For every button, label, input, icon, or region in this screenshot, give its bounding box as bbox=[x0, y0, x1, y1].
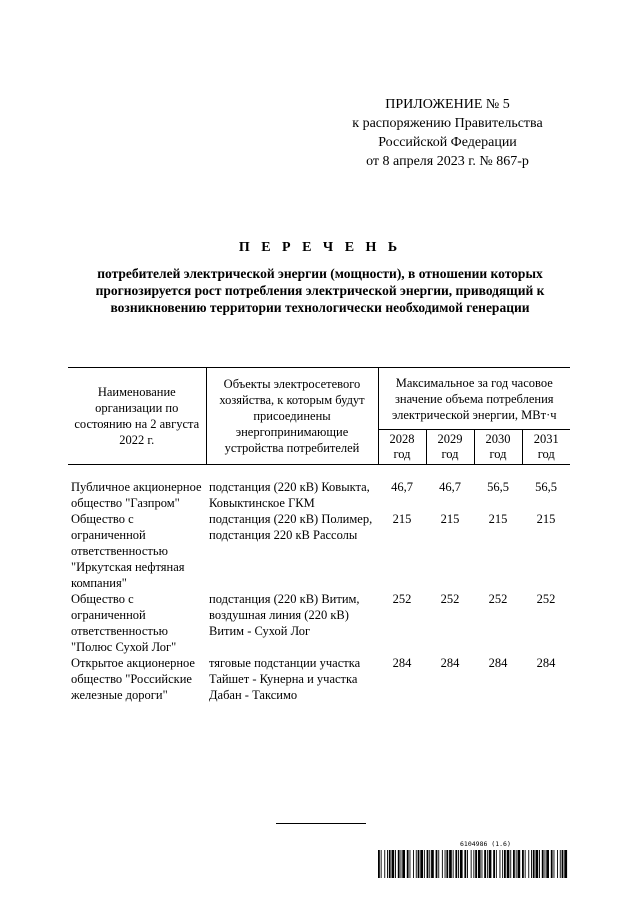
value-cell: 215 bbox=[536, 512, 556, 526]
grid-object-cell: подстанция (220 кВ) Полимер, подстанция 220 кВ Рассолы bbox=[209, 512, 373, 542]
barcode-bar bbox=[389, 850, 391, 878]
barcode-bar bbox=[516, 850, 517, 878]
barcode-bar bbox=[493, 850, 495, 878]
document-code: 6104986 (1.6) bbox=[460, 840, 511, 848]
barcode-bar bbox=[378, 850, 380, 878]
barcode-bar bbox=[458, 850, 459, 878]
barcode-bar bbox=[502, 850, 503, 878]
organization-cell: Общество с ограниченной ответственностью "Полюс Сухой Лог" bbox=[71, 592, 177, 654]
barcode-bar bbox=[478, 850, 481, 878]
organization-cell: Общество с ограниченной ответственностью "Иркутская нефтяная компания" bbox=[71, 512, 185, 590]
barcode-bar bbox=[384, 850, 385, 878]
barcode-bar bbox=[438, 850, 439, 878]
consumers-table bbox=[68, 367, 570, 703]
grid-object-cell: подстанция (220 кВ) Ковыкта, Ковыктинское ГКМ bbox=[209, 480, 370, 510]
table-row bbox=[68, 655, 570, 703]
barcode-bar bbox=[554, 850, 555, 878]
barcode-bar bbox=[420, 850, 423, 878]
barcode-bar bbox=[525, 850, 526, 878]
barcode-bar bbox=[427, 850, 429, 878]
header-organization: Наименование организации по состоянию на 2 августа 2022 г. bbox=[68, 368, 206, 465]
grid-object-cell: подстанция (220 кВ) Витим, воздушная линия (220 кВ) Витим - Сухой Лог bbox=[209, 592, 360, 638]
document-heading: П Е Р Е Ч Е Н Ь bbox=[238, 240, 402, 255]
barcode-bar bbox=[442, 850, 443, 878]
table-row bbox=[68, 591, 570, 655]
table-row bbox=[68, 479, 570, 511]
barcode-bar bbox=[542, 850, 544, 878]
value-cell: 46,7 bbox=[439, 480, 461, 494]
appendix-date: от 8 апреля 2023 г. № 867-р bbox=[366, 154, 529, 169]
barcode-bar bbox=[460, 850, 463, 878]
value-cell: 56,5 bbox=[535, 480, 557, 494]
header-year: 2031 год bbox=[522, 430, 570, 465]
barcode-bar bbox=[449, 850, 452, 878]
value-cell: 215 bbox=[392, 512, 412, 526]
value-cell: 284 bbox=[392, 656, 412, 670]
barcode-bar bbox=[413, 850, 414, 878]
barcode-bar bbox=[482, 850, 483, 878]
barcode-bar bbox=[536, 850, 539, 878]
barcode-bar bbox=[557, 850, 558, 878]
value-cell: 284 bbox=[440, 656, 460, 670]
barcode-bar bbox=[431, 850, 434, 878]
barcode-bar bbox=[564, 850, 567, 878]
value-cell: 46,7 bbox=[391, 480, 413, 494]
barcode-image bbox=[378, 850, 568, 878]
barcode-bar bbox=[539, 850, 540, 878]
footer-divider bbox=[276, 823, 366, 824]
barcode-bar bbox=[429, 850, 430, 878]
appendix-block bbox=[340, 95, 555, 171]
barcode-bar bbox=[562, 850, 564, 878]
grid-object-cell: тяговые подстанции участка Тайшет - Кунерна и участка Дабан - Таксимо bbox=[209, 656, 361, 702]
header-max-consumption: Максимальное за год часовое значение объема потребления электрической энергии, МВт·ч bbox=[378, 368, 570, 430]
barcode-bar bbox=[484, 850, 486, 878]
barcode-bar bbox=[487, 850, 488, 878]
barcode-bar bbox=[510, 850, 511, 878]
barcode-bar bbox=[445, 850, 446, 878]
barcode-bar bbox=[533, 850, 535, 878]
header-year: 2029 год bbox=[426, 430, 474, 465]
value-cell: 284 bbox=[488, 656, 508, 670]
barcode-bar bbox=[387, 850, 388, 878]
value-cell: 252 bbox=[440, 592, 460, 606]
barcode-bar bbox=[513, 850, 515, 878]
barcode-bar bbox=[418, 850, 420, 878]
value-cell: 56,5 bbox=[487, 480, 509, 494]
value-cell: 252 bbox=[392, 592, 412, 606]
barcode-bar bbox=[489, 850, 492, 878]
barcode-bar bbox=[410, 850, 411, 878]
header-year: 2030 год bbox=[474, 430, 522, 465]
barcode-bar bbox=[392, 850, 395, 878]
value-cell: 252 bbox=[536, 592, 556, 606]
appendix-line: к распоряжению Правительства bbox=[352, 116, 543, 131]
barcode-bar bbox=[398, 850, 400, 878]
barcode-bar bbox=[416, 850, 417, 878]
barcode-bar bbox=[471, 850, 472, 878]
appendix-title: ПРИЛОЖЕНИЕ № 5 bbox=[385, 97, 510, 112]
document-subheading: потребителей электрической энергии (мощности), в отношении которых прогнозируется рост потребления электрической энергии, приводящий к возникновению территории технологически необходимой генерации bbox=[95, 266, 545, 315]
barcode-bar bbox=[504, 850, 506, 878]
value-cell: 284 bbox=[536, 656, 556, 670]
header-grid-objects: Объекты электросетевого хозяйства, к которым будут присоединены энергопринимающие устройства потребителей bbox=[206, 368, 378, 465]
barcode-bar bbox=[455, 850, 457, 878]
barcode-bar bbox=[401, 850, 402, 878]
barcode-bar bbox=[402, 850, 405, 878]
barcode-bar bbox=[395, 850, 396, 878]
barcode-bar bbox=[436, 850, 438, 878]
table-row bbox=[68, 511, 570, 591]
barcode-bar bbox=[518, 850, 521, 878]
barcode-bar bbox=[446, 850, 448, 878]
barcode-bar bbox=[507, 850, 510, 878]
barcode-bar bbox=[496, 850, 497, 878]
barcode-bar bbox=[424, 850, 425, 878]
organization-cell: Открытое акционерное общество "Российские железные дороги" bbox=[71, 656, 195, 702]
value-cell: 215 bbox=[488, 512, 508, 526]
barcode-bar bbox=[467, 850, 468, 878]
barcode-bar bbox=[551, 850, 553, 878]
barcode-bar bbox=[453, 850, 454, 878]
barcode-bar bbox=[475, 850, 477, 878]
header-year: 2028 год bbox=[378, 430, 426, 465]
barcode-bar bbox=[546, 850, 549, 878]
barcode-bar bbox=[528, 850, 529, 878]
barcode-bar bbox=[381, 850, 382, 878]
barcode-bar bbox=[407, 850, 409, 878]
barcode-bar bbox=[545, 850, 546, 878]
appendix-line: Российской Федерации bbox=[378, 135, 517, 150]
value-cell: 252 bbox=[488, 592, 508, 606]
barcode-bar bbox=[531, 850, 532, 878]
barcode-bar bbox=[500, 850, 501, 878]
barcode-bar bbox=[473, 850, 474, 878]
value-cell: 215 bbox=[440, 512, 460, 526]
barcode-bar bbox=[560, 850, 561, 878]
organization-cell: Публичное акционерное общество "Газпром" bbox=[71, 480, 202, 510]
barcode-bar bbox=[464, 850, 466, 878]
barcode-bar bbox=[522, 850, 524, 878]
